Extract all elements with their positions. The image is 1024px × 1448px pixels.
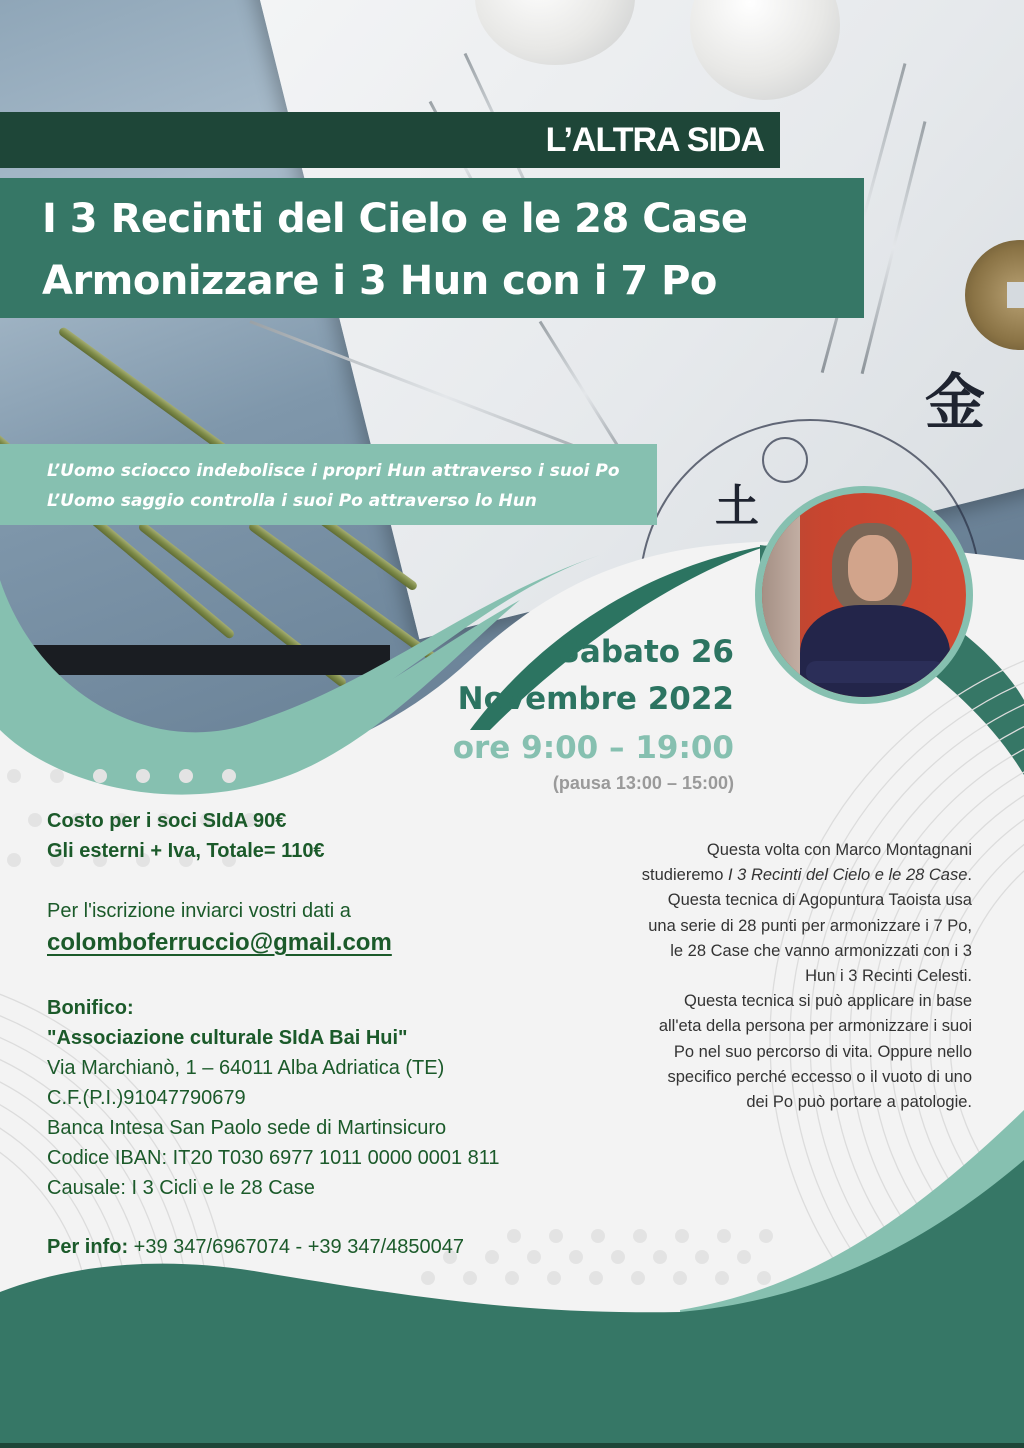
description-course-title: I 3 Recinti del Cielo e le 28 Case — [728, 866, 968, 885]
calligraphy-icon: 金 — [925, 368, 985, 438]
payment-tax-id: C.F.(P.I.)91047790679 — [47, 1087, 246, 1109]
payment-address: Via Marchianò, 1 – 64011 Alba Adriatica (TE) — [47, 1057, 445, 1079]
description-line: Hun i 3 Recinti Celesti. — [805, 967, 972, 986]
contact-label: Per info: — [47, 1236, 129, 1258]
description-line: studieremo I 3 Recinti del Cielo e le 28 Case. — [641, 866, 972, 885]
price-external: Gli esterni + Iva, Totale= 110€ — [47, 840, 325, 862]
description-line: dei Po può portare a patologie. — [746, 1093, 972, 1112]
registration-email-link[interactable]: colomboferruccio@gmail.com — [47, 929, 392, 956]
calligraphy-icon: 土 — [715, 481, 759, 532]
description-line: Questa tecnica si può applicare in base — [683, 992, 972, 1011]
description-line: una serie di 28 punti per armonizzare i 7 Po, — [648, 916, 972, 935]
payment-iban: Codice IBAN: IT20 T030 6977 1011 0000 0001 811 — [47, 1147, 500, 1169]
event-hours: ore 9:00 – 19:00 — [452, 730, 734, 766]
description-line: Po nel suo percorso di vita. Oppure nello — [673, 1042, 972, 1061]
description-line: le 28 Case che vanno armonizzati con i 3 — [670, 941, 972, 960]
quote-line-1: L’Uomo sciocco indebolisce i propri Hun attraverso i suoi Po — [47, 461, 620, 481]
payment-association: "Associazione culturale SIdA Bai Hui" — [47, 1027, 408, 1049]
title-line-1: I 3 Recinti del Cielo e le 28 Case — [42, 196, 748, 242]
brand-banner — [0, 112, 780, 168]
description-line: Questa volta con Marco Montagnani — [706, 841, 972, 859]
info-block — [47, 806, 500, 1262]
event-break: (pausa 13:00 – 15:00) — [552, 773, 734, 793]
registration-text: Per l'iscrizione inviarci vostri dati a — [47, 900, 351, 922]
quote-banner — [0, 444, 657, 525]
description-line: all'eta della persona per armonizzare i suoi — [658, 1017, 972, 1036]
description-line: Questa tecnica di Agopuntura Taoista usa — [667, 891, 972, 910]
event-day: Sabato 26 — [557, 634, 734, 670]
brand-label: L’ALTRA SIDA — [545, 120, 764, 159]
description-line: specifico perché eccesso o il vuoto di uno — [667, 1067, 972, 1086]
payment-reason: Causale: I 3 Cicli e le 28 Case — [47, 1177, 315, 1199]
contact-line — [47, 1232, 500, 1262]
title-banner — [0, 178, 864, 318]
event-month-year: Novembre 2022 — [457, 681, 734, 717]
quote-line-2: L’Uomo saggio controlla i suoi Po attraverso lo Hun — [47, 491, 537, 511]
contact-phones: +39 347/6967074 - +39 347/4850047 — [128, 1236, 464, 1258]
payment-label: Bonifico: — [47, 997, 134, 1019]
payment-bank: Banca Intesa San Paolo sede di Martinsicuro — [47, 1117, 447, 1139]
description-block — [552, 838, 972, 1115]
speaker-portrait — [755, 486, 973, 704]
price-members: Costo per i soci SIdA 90€ — [47, 810, 287, 832]
event-date-block — [453, 630, 734, 794]
title-line-2: Armonizzare i 3 Hun con i 7 Po — [42, 258, 717, 304]
